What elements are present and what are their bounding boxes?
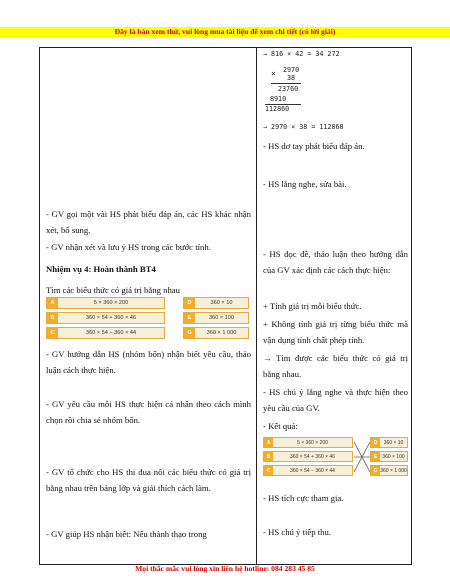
calc-result: → 2970 × 38 = 112860 — [263, 123, 344, 131]
student-step-9: - HS tích cực tham gia. — [263, 493, 344, 503]
student-step-1: - HS dơ tay phát biểu đáp án. — [263, 141, 365, 151]
bt4-answer-image — [263, 437, 408, 477]
student-step-5: + Không tính giá trị từng biểu thức mà vận dụng tính chất phép tính. — [263, 319, 408, 345]
student-step-10: - HS chú ý tiếp thu. — [263, 527, 332, 537]
teacher-step-5: - GV tổ chức cho HS thi đua nối các biểu thức có giá trị bằng nhau trên bảng lớp và giải thích cách làm. — [46, 467, 251, 493]
calc-sum: 112860 — [265, 105, 290, 113]
answer-item-e: E 360 × 100 — [370, 451, 408, 462]
calc-partial-2: 8910 — [270, 95, 287, 103]
bt4-item-d: D 360 × 10 — [183, 297, 249, 309]
bt4-right-column — [183, 297, 249, 339]
teacher-step-6: - GV giúp HS nhận biết: Nếu thành thạo trong — [46, 529, 207, 539]
student-step-7: - HS chú ý lắng nghe và thực hiện theo yêu cầu của GV. — [263, 387, 408, 413]
calc-partial-1: 23760 — [278, 85, 299, 93]
answer-item-c: C 360 × 54 − 360 × 44 — [263, 465, 353, 476]
student-step-3: - HS đọc đề, thảo luận theo hướng dẫn của GV xác định các cách thực hiện: — [263, 249, 408, 275]
teacher-step-4: - GV yêu cầu mỗi HS thực hiện cá nhân theo cách mình chọn rồi chia sẻ nhóm bốn. — [46, 399, 251, 425]
multiply-sign: × — [271, 69, 276, 78]
bt4-item-g: G 360 × 1 000 — [183, 327, 249, 339]
answer-right-column — [370, 437, 408, 477]
answer-item-d: D 360 × 10 — [370, 437, 408, 448]
calc-line-1: → 816 × 42 = 34 272 — [263, 50, 340, 58]
student-step-6: → Tìm được các biểu thức có giá trị bằng nhau. — [263, 353, 408, 379]
lesson-table — [39, 47, 412, 565]
teacher-step-2: - GV nhận xét và lưu ý HS trong các bước tính. — [46, 242, 211, 252]
bt4-left-column — [46, 297, 165, 339]
bt4-item-b: B 360 × 54 + 360 × 46 — [46, 312, 165, 324]
bt4-item-e: E 360 × 100 — [183, 312, 249, 324]
student-step-4: + Tính giá trị mỗi biểu thức. — [263, 301, 362, 311]
answer-item-a: A 5 × 360 × 200 — [263, 437, 353, 448]
answer-item-g: G 360 × 1 000 — [370, 465, 408, 476]
bt4-item-a: A 5 × 360 × 200 — [46, 297, 165, 309]
answer-left-column — [263, 437, 353, 477]
answer-item-b: B 360 × 54 + 360 × 46 — [263, 451, 353, 462]
bt4-item-c: C 360 × 54 − 360 × 44 — [46, 327, 165, 339]
student-column — [257, 48, 412, 564]
student-step-2: - HS lắng nghe, sửa bài. — [263, 179, 347, 189]
bt4-exercise-image — [46, 297, 249, 339]
preview-banner: Đây là bản xem thử, vui lòng mua tài liệu để xem chi tiết (có lời giải) — [0, 27, 450, 37]
hotline-banner: Mọi thắc mắc vui lòng xin liên hệ hotline: 084 283 45 85 — [135, 564, 315, 573]
task-title: Nhiệm vụ 4: Hoàn thành BT4 — [46, 264, 156, 274]
teacher-step-3: - GV hướng dẫn HS (nhóm bốn) nhận biết yêu cầu, thảo luận cách thực hiện. — [46, 349, 251, 375]
matching-lines — [354, 437, 370, 477]
calc-factor-a: 2970 — [283, 66, 300, 74]
calc-rule-1 — [271, 83, 301, 84]
teacher-step-1: - GV gọi một vài HS phát biểu đáp án, các HS khác nhận xét, bổ sung. — [46, 209, 251, 235]
teacher-column — [40, 48, 256, 564]
calc-factor-b: 38 — [287, 74, 296, 82]
student-step-8: - Kết quả: — [263, 421, 298, 431]
task-description: Tìm các biểu thức có giá trị bằng nhau — [46, 285, 181, 295]
